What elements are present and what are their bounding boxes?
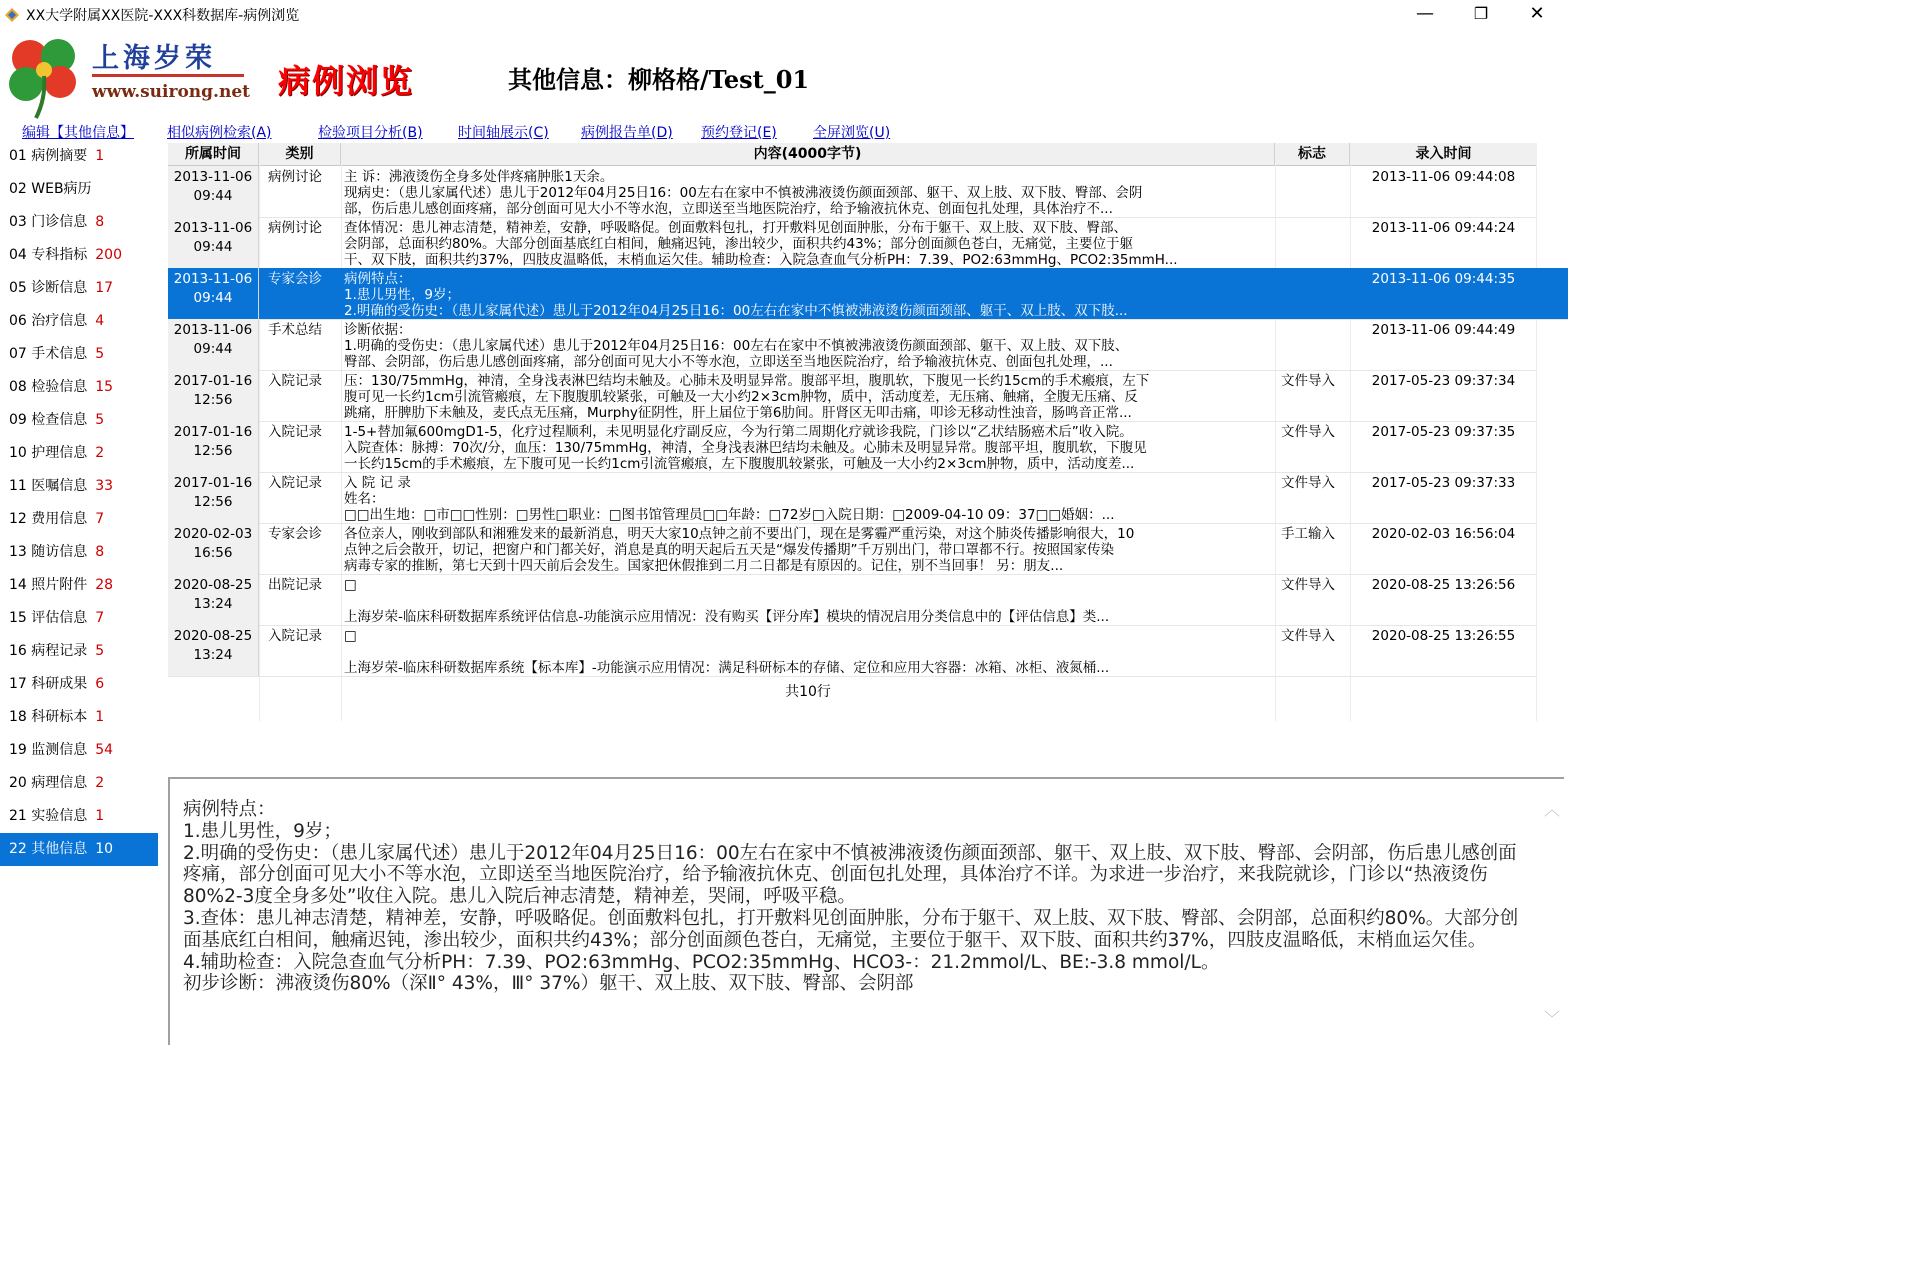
sidebar-item-count: 1 xyxy=(95,148,105,164)
sidebar-item-label: 12 费用信息 xyxy=(9,511,88,527)
logo xyxy=(0,30,250,120)
content-line: □ xyxy=(344,577,357,593)
sidebar-item-count: 7 xyxy=(95,511,105,527)
page-subtitle: 其他信息：柳格格/Test_01 xyxy=(508,65,810,94)
sidebar-item-label: 14 照片附件 xyxy=(9,577,88,593)
cell-date: 2017-01-16 xyxy=(173,475,253,491)
cell-category: 入院记录 xyxy=(268,373,322,389)
sidebar-item-count: 200 xyxy=(95,247,122,263)
sidebar-item-count: 5 xyxy=(95,346,105,362)
sidebar-item-label: 05 诊断信息 xyxy=(9,280,88,296)
table-row[interactable] xyxy=(168,523,1537,575)
sidebar-item-count: 5 xyxy=(95,412,105,428)
sidebar-item-label: 16 病程记录 xyxy=(9,643,88,659)
detail-text xyxy=(183,799,1528,995)
content-line: 点钟之后会散开，切记，把窗户和门都关好，消息是真的明天起后五天是“爆发传播期”千万别出门，带口罩都不行。按照国家传染 xyxy=(344,542,1114,558)
sidebar-item-count: 28 xyxy=(95,577,114,593)
content-line: 入 院 记 录 xyxy=(344,475,411,491)
cell-time xyxy=(168,370,259,421)
cell-content xyxy=(341,472,1275,523)
logo-name: 上海岁荣 xyxy=(92,43,216,74)
records-table xyxy=(168,143,1537,721)
cell-clock: 12:56 xyxy=(193,494,233,510)
table-row[interactable] xyxy=(168,319,1537,371)
table-row[interactable] xyxy=(168,166,1537,218)
menu-appointment[interactable]: 预约登记(E) xyxy=(701,125,777,141)
sidebar-item-count: 17 xyxy=(95,280,114,296)
table-row[interactable] xyxy=(168,268,1568,320)
content-line: 上海岁荣-临床科研数据库系统【标本库】-功能演示应用情况：满足科研标本的存储、定位和应用大容器：冰箱、冰柜、液氮桶... xyxy=(344,660,1110,676)
cell-category: 入院记录 xyxy=(268,475,322,491)
sidebar-item-label: 19 监测信息 xyxy=(9,742,88,758)
sidebar-item[interactable] xyxy=(0,206,158,239)
content-line: 1.患儿男性，9岁； xyxy=(344,287,460,303)
content-line: □ xyxy=(344,628,357,644)
detail-line: 1.患儿男性，9岁； xyxy=(183,820,342,842)
cell-entry-time: 2017-05-23 09:37:35 xyxy=(1371,424,1516,440)
sidebar-item-label: 02 WEB病历 xyxy=(9,181,92,197)
cell-content xyxy=(341,268,1275,319)
sidebar-item[interactable] xyxy=(0,404,158,437)
cell-time xyxy=(168,217,259,268)
content-line: 臀部、会阴部，伤后患儿感创面疼痛，部分创面可见大小不等水泡，立即送至当地医院治疗，给予输液抗休克、创面包扎处理，... xyxy=(344,354,1113,370)
table-row[interactable] xyxy=(168,472,1537,524)
sidebar-item-count: 54 xyxy=(95,742,114,758)
menu-fullscreen[interactable]: 全屏浏览(U) xyxy=(813,125,891,141)
content-line: 干、双下肢，面积共约37%，四肢皮温略低，末梢血运欠佳。辅助检查：入院急查血气分析PH：7.39、PO2:63mmHg、PCO2:35mmH... xyxy=(344,252,1178,268)
detail-line: 初步诊断：沸液烫伤80%（深Ⅱ° 43%，Ⅲ° 37%）躯干、双上肢、双下肢、臀部、会阴部 xyxy=(183,973,914,995)
cell-date: 2017-01-16 xyxy=(173,373,253,389)
scroll-down-icon[interactable]: ﹀ xyxy=(1543,1009,1560,1028)
cell-clock: 13:24 xyxy=(193,647,233,663)
cell-flag xyxy=(1275,319,1350,370)
content-line: 压：130/75mmHg，神清，全身浅表淋巴结均未触及。心肺未及明显异常。腹部平坦，腹肌软，下腹见一长约15cm的手术瘢痕，左下 xyxy=(344,373,1150,389)
cell-entry-time: 2020-02-03 16:56:04 xyxy=(1371,526,1516,542)
menu-edit-other-info[interactable]: 编辑【其他信息】 xyxy=(22,125,134,141)
cell-time xyxy=(168,421,259,472)
window-title: XX大学附属XX医院-XXX科数据库-病例浏览 xyxy=(26,8,300,24)
content-line: 部，伤后患儿感创面疼痛，部分创面可见大小不等水泡，立即送至当地医院治疗，给予输液抗休克、创面包扎处理，具体治疗不... xyxy=(344,201,1113,217)
sidebar-item-count: 15 xyxy=(95,379,114,395)
scroll-up-icon[interactable]: ︿ xyxy=(1543,800,1560,819)
sidebar-item[interactable] xyxy=(0,734,158,767)
title-bar xyxy=(0,0,1568,30)
content-line: 病例特点： xyxy=(344,271,412,287)
sidebar-item-label: 17 科研成果 xyxy=(9,676,88,692)
sidebar-item[interactable] xyxy=(0,338,158,371)
content-line: 2.明确的受伤史：（患儿家属代述）患儿于2012年04月25日16：00左右在家中不慎被沸液烫伤颜面颈部、躯干、双上肢、双下肢... xyxy=(344,303,1128,319)
content-line: 腹可见一长约1cm引流管瘢痕，左下腹腹肌较紧张，可触及一大小约2×3cm肿物，质中，活动度差，无压痛、触痛，全腹无压痛、反 xyxy=(344,389,1138,405)
restore-button[interactable]: ❐ xyxy=(1473,4,1489,23)
sidebar-item-label: 15 评估信息 xyxy=(9,610,88,626)
cell-category: 病例讨论 xyxy=(268,220,322,236)
cell-flag: 文件导入 xyxy=(1281,373,1335,389)
table-header xyxy=(168,143,1537,166)
close-button[interactable]: ✕ xyxy=(1529,3,1545,24)
sidebar-item-count: 2 xyxy=(95,445,105,461)
cell-clock: 09:44 xyxy=(193,341,233,357)
detail-line: 3.查体：患儿神志清楚，精神差，安静，呼吸略促。创面敷料包扎，打开敷料见创面肿胀，分布于躯干、双上肢、双下肢、臀部、会阴部，总面积约80%。大部分创面基底红白相间，触痛迟钝，渗出较少，面积共约43%；部分创面颜色苍白，无痛觉，主要位于躯干、双下肢、面积共约37%，四肢皮温略低，末梢血运欠佳。 xyxy=(183,907,1519,951)
column-header-entry-time[interactable]: 录入时间 xyxy=(1415,146,1472,162)
sidebar-item-label: 07 手术信息 xyxy=(9,346,88,362)
cell-date: 2013-11-06 xyxy=(173,322,253,338)
table-row[interactable] xyxy=(168,217,1537,269)
cell-entry-time: 2013-11-06 09:44:24 xyxy=(1371,220,1516,236)
table-row[interactable] xyxy=(168,370,1537,422)
cell-time xyxy=(168,319,259,370)
cell-time xyxy=(168,472,259,523)
cell-clock: 12:56 xyxy=(193,443,233,459)
sidebar-item-label: 04 专科指标 xyxy=(9,247,88,263)
cell-time xyxy=(168,268,259,319)
sidebar-item-label: 20 病理信息 xyxy=(9,775,88,791)
sidebar-item-count: 10 xyxy=(95,841,114,857)
sidebar-item[interactable] xyxy=(0,800,158,833)
sidebar-item-label: 06 治疗信息 xyxy=(9,313,88,329)
cell-category: 出院记录 xyxy=(268,577,322,593)
sidebar-item[interactable] xyxy=(0,536,158,569)
cell-content xyxy=(341,217,1275,268)
content-line: 姓名： xyxy=(344,491,385,507)
table-row[interactable] xyxy=(168,421,1537,473)
sidebar-item-count: 2 xyxy=(95,775,105,791)
content-line: 各位亲人，刚收到部队和湘雅发来的最新消息，明天大家10点钟之前不要出门，现在是雾霾严重污染，对这个肺炎传播影响很大，10 xyxy=(344,526,1135,542)
cell-category: 专家会诊 xyxy=(268,271,322,287)
content-line: 一长约15cm的手术瘢痕，左下腹可见一长约1cm引流管瘢痕，左下腹腹肌较紧张，可触及一大小约2×3cm肿物，质中，活动度差... xyxy=(344,456,1135,472)
content-line: 主 诉：沸液烫伤全身多处伴疼痛肿胀1天余。 xyxy=(344,169,614,185)
minimize-button[interactable]: — xyxy=(1416,3,1434,24)
sidebar-item-count: 4 xyxy=(95,313,105,329)
cell-date: 2013-11-06 xyxy=(173,220,253,236)
sidebar-item-label: 01 病例摘要 xyxy=(9,148,88,164)
cell-date: 2020-02-03 xyxy=(173,526,253,542)
menu-similar-case-search[interactable]: 相似病例检索(A) xyxy=(167,125,272,141)
sidebar-item-count: 8 xyxy=(95,544,105,560)
row-count: 共10行 xyxy=(785,684,831,700)
cell-entry-time: 2013-11-06 09:44:49 xyxy=(1371,322,1516,338)
content-line xyxy=(344,593,1275,609)
column-header-time[interactable]: 所属时间 xyxy=(168,143,259,165)
cell-flag: 文件导入 xyxy=(1281,577,1335,593)
menu-case-report[interactable]: 病例报告单(D) xyxy=(581,125,673,141)
sidebar-item[interactable] xyxy=(0,569,158,602)
cell-category: 入院记录 xyxy=(268,628,322,644)
sidebar-item-label: 09 检查信息 xyxy=(9,412,88,428)
content-line: 病毒专家的推断，第七天到十四天前后会发生。国家把休假推到二月二日都是有原因的。记住，别不当回事！ 另：朋友... xyxy=(344,558,1064,574)
cell-content xyxy=(341,523,1275,574)
cell-category: 专家会诊 xyxy=(268,526,322,542)
cell-content xyxy=(341,370,1275,421)
cell-flag: 文件导入 xyxy=(1281,475,1335,491)
detail-panel[interactable] xyxy=(168,777,1564,1045)
table-row[interactable] xyxy=(168,625,1537,677)
detail-line: 病例特点： xyxy=(183,799,276,820)
cell-date: 2020-08-25 xyxy=(173,577,253,593)
cell-date: 2013-11-06 xyxy=(173,169,253,185)
cell-flag: 文件导入 xyxy=(1281,628,1335,644)
sidebar-item[interactable] xyxy=(0,272,158,305)
sidebar-item[interactable] xyxy=(0,305,158,338)
cell-time xyxy=(168,574,259,625)
sidebar-item[interactable] xyxy=(0,602,158,635)
sidebar-item-count: 7 xyxy=(95,610,105,626)
page-title: 病例浏览 xyxy=(278,62,415,100)
cell-date: 2017-01-16 xyxy=(173,424,253,440)
menu-lab-analysis[interactable]: 检验项目分析(B) xyxy=(318,125,423,141)
content-line: 1.明确的受伤史：（患儿家属代述）患儿于2012年04月25日16：00左右在家中不慎被沸液烫伤颜面颈部、躯干、双上肢、双下肢、 xyxy=(344,338,1129,354)
table-row[interactable] xyxy=(168,574,1537,626)
sidebar-item[interactable] xyxy=(0,173,158,206)
cell-flag: 手工输入 xyxy=(1281,526,1335,542)
cell-content xyxy=(341,319,1275,370)
sidebar-item-label: 08 检验信息 xyxy=(9,379,88,395)
content-line: 入院查体：脉搏：70次/分，血压：130/75mmHg，神清，全身浅表淋巴结均未触及。心肺未及明显异常。腹部平坦，腹肌软，下腹见 xyxy=(344,440,1147,456)
detail-line: 4.辅助检查：入院急查血气分析PH：7.39、PO2:63mmHg、PCO2:35mmHg、HCO3-：21.2mmol/L、BE:-3.8 mmol/L。 xyxy=(183,951,1220,973)
cell-date: 2020-08-25 xyxy=(173,628,253,644)
cell-flag xyxy=(1275,166,1350,217)
sidebar-item-count: 8 xyxy=(95,214,105,230)
sidebar-item[interactable] xyxy=(0,767,158,800)
app-icon xyxy=(4,7,20,23)
sidebar-item-label: 13 随访信息 xyxy=(9,544,88,560)
content-line: 会阴部，总面积约80%。大部分创面基底红白相间，触痛迟钝，渗出较少，面积共约43%；部分创面颜色苍白，无痛觉，主要位于躯 xyxy=(344,236,1134,252)
content-line: 诊断依据： xyxy=(344,322,412,338)
cell-clock: 12:56 xyxy=(193,392,233,408)
content-line: 现病史：（患儿家属代述）患儿于2012年04月25日16：00左右在家中不慎被沸液烫伤颜面颈部、躯干、双上肢、双下肢、臀部、会阴 xyxy=(344,185,1143,201)
sidebar-item[interactable] xyxy=(0,668,158,701)
sidebar-item[interactable] xyxy=(0,437,158,470)
cell-entry-time: 2017-05-23 09:37:34 xyxy=(1371,373,1516,389)
sidebar-item-count: 1 xyxy=(95,808,105,824)
sidebar-item[interactable] xyxy=(0,239,158,272)
cell-clock: 09:44 xyxy=(193,290,233,306)
sidebar-item-label: 21 实验信息 xyxy=(9,808,88,824)
cell-flag: 文件导入 xyxy=(1281,424,1335,440)
sidebar-item[interactable] xyxy=(0,833,158,866)
logo-url: www.suirong.net xyxy=(92,82,250,102)
sidebar-item-label: 11 医嘱信息 xyxy=(9,478,88,494)
sidebar-item-label: 18 科研标本 xyxy=(9,709,88,725)
sidebar-item-count: 5 xyxy=(95,643,105,659)
sidebar-item-label: 03 门诊信息 xyxy=(9,214,88,230)
cell-entry-time: 2013-11-06 09:44:35 xyxy=(1371,271,1516,287)
column-header-flag[interactable]: 标志 xyxy=(1275,143,1350,165)
cell-content xyxy=(341,574,1275,625)
content-line: 1-5+替加氟600mgD1-5，化疗过程顺利，未见明显化疗副反应，今为行第二周期化疗就诊我院，门诊以“乙状结肠癌术后”收入院。 xyxy=(344,424,1133,440)
menu-timeline[interactable]: 时间轴展示(C) xyxy=(458,125,549,141)
sidebar-item-count: 6 xyxy=(95,676,105,692)
clover-logo-icon xyxy=(2,32,90,120)
sidebar-item[interactable] xyxy=(0,701,158,734)
cell-content xyxy=(341,166,1275,217)
cell-content xyxy=(341,625,1275,676)
sidebar-item[interactable] xyxy=(0,140,158,173)
content-line: 跳痛，肝脾肋下未触及，麦氏点无压痛，Murphy征阴性，肝上届位于第6肋间。肝肾区无叩击痛，叩诊无移动性浊音，肠鸣音正常... xyxy=(344,405,1132,421)
sidebar-item-count: 1 xyxy=(95,709,105,725)
sidebar-item-label: 22 其他信息 xyxy=(9,841,88,857)
cell-clock: 09:44 xyxy=(193,188,233,204)
cell-entry-time: 2017-05-23 09:37:33 xyxy=(1371,475,1516,491)
sidebar-item-count: 33 xyxy=(95,478,114,494)
sidebar-item[interactable] xyxy=(0,470,158,503)
cell-clock: 09:44 xyxy=(193,239,233,255)
column-header-category[interactable]: 类别 xyxy=(259,143,341,165)
sidebar-item[interactable] xyxy=(0,503,158,536)
cell-entry-time: 2020-08-25 13:26:56 xyxy=(1371,577,1516,593)
cell-time xyxy=(168,625,259,676)
cell-clock: 13:24 xyxy=(193,596,233,612)
cell-clock: 16:56 xyxy=(193,545,233,561)
detail-line: 2.明确的受伤史：（患儿家属代述）患儿于2012年04月25日16：00左右在家中不慎被沸液烫伤颜面颈部、躯干、双上肢、双下肢、臀部、会阴部，伤后患儿感创面疼痛，部分创面可见大小不等水泡，立即送至当地医院治疗，给予输液抗休克、创面包扎处理，具体治疗不详。为求进一步治疗，来我院就诊，门诊以“热液烫伤80%2-3度全身多处”收住入院。患儿入院后神志清楚，精神差，哭闹，呼吸平稳。 xyxy=(183,842,1517,908)
cell-category: 病例讨论 xyxy=(268,169,322,185)
content-line: 上海岁荣-临床科研数据库系统评估信息-功能演示应用情况：没有购买【评分库】模块的情况启用分类信息中的【评估信息】类... xyxy=(344,609,1110,625)
cell-time xyxy=(168,166,259,217)
content-line: □□出生地：□市□□性别：□男性□职业：□图书馆管理员□□年龄：□72岁□入院日期：□2009-04-10 09：37□□婚姻：... xyxy=(344,507,1115,523)
content-line xyxy=(344,644,1275,660)
cell-flag xyxy=(1275,217,1350,268)
cell-flag xyxy=(1275,268,1350,319)
content-line: 查体情况：患儿神志清楚，精神差，安静，呼吸略促。创面敷料包扎，打开敷料见创面肿胀，分布于躯干、双上肢、双下肢、臀部、 xyxy=(344,220,1127,236)
column-header-content[interactable]: 内容(4000字节) xyxy=(341,143,1275,165)
sidebar xyxy=(0,140,160,1045)
cell-date: 2013-11-06 xyxy=(173,271,253,287)
cell-category: 入院记录 xyxy=(268,424,322,440)
sidebar-item[interactable] xyxy=(0,371,158,404)
cell-entry-time: 2013-11-06 09:44:08 xyxy=(1371,169,1516,185)
sidebar-item[interactable] xyxy=(0,635,158,668)
cell-time xyxy=(168,523,259,574)
cell-category: 手术总结 xyxy=(268,322,322,338)
sidebar-item-label: 10 护理信息 xyxy=(9,445,88,461)
logo-divider xyxy=(92,74,244,77)
cell-content xyxy=(341,421,1275,472)
cell-entry-time: 2020-08-25 13:26:55 xyxy=(1371,628,1516,644)
